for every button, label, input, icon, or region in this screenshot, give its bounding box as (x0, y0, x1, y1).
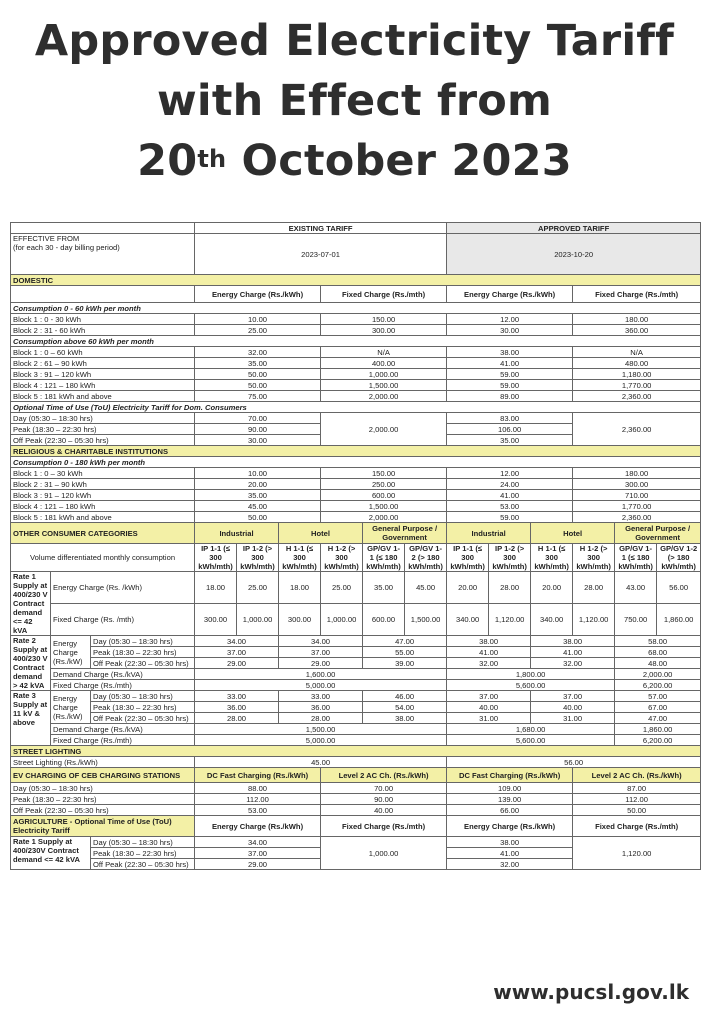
table-cell: 37.00 (447, 691, 531, 702)
table-row (11, 794, 701, 805)
table-cell: 83.00 (447, 413, 573, 424)
effective-from-text: EFFECTIVE FROM (13, 234, 80, 243)
table-cell: 90.00 (321, 794, 447, 805)
table-cell: 37.00 (279, 647, 363, 658)
street-label: Street Lighting (Rs./kWh) (11, 757, 195, 768)
sub-heading: Optional Time of Use (ToU) Electricity Tariff for Dom. Consumers (11, 402, 701, 413)
table-cell: 1,600.00 (195, 669, 447, 680)
col-header: IP 1-2 (> 300 kWh/mth) (489, 544, 531, 572)
table-cell: 28.00 (279, 713, 363, 724)
table-cell: 40.00 (531, 702, 615, 713)
table-cell: 5,600.00 (447, 735, 615, 746)
domestic-sub-low (11, 303, 701, 314)
table-cell: 340.00 (531, 604, 573, 636)
headline-line-3 (0, 132, 709, 190)
block-label: Block 5 : 181 kWh and above (11, 391, 195, 402)
col-header: GP/GV 1-2 (> 180 kWh/mth) (657, 544, 701, 572)
tou-label: Off Peak (22:30 – 05:30 hrs) (11, 435, 195, 446)
ev-existing-ac-header: Level 2 AC Ch. (Rs./kWh) (321, 768, 447, 783)
table-cell: 55.00 (363, 647, 447, 658)
table-cell: 48.00 (615, 658, 701, 669)
table-cell: 25.00 (195, 325, 321, 336)
table-cell: 300.00 (195, 604, 237, 636)
table-cell: 600.00 (321, 490, 447, 501)
tou-label: Day (05:30 – 18:30 hrs) (91, 837, 195, 848)
table-cell: 1,000.00 (321, 604, 363, 636)
table-cell: 75.00 (195, 391, 321, 402)
table-row (11, 805, 701, 816)
existing-tariff-heading: EXISTING TARIFF (195, 223, 447, 234)
tou-label: Day (05:30 – 18:30 hrs) (91, 636, 195, 647)
rate2-fixed-row (11, 680, 701, 691)
col-header: H 1-2 (> 300 kWh/mth) (573, 544, 615, 572)
table-cell: 5,600.00 (447, 680, 615, 691)
agri-fixed-existing: 1,000.00 (321, 837, 447, 870)
table-cell: 68.00 (615, 647, 701, 658)
table-cell: 50.00 (195, 380, 321, 391)
table-row (11, 658, 701, 669)
table-cell: 36.00 (279, 702, 363, 713)
rate3-label: Rate 3 Supply at 11 kV & above (11, 691, 51, 746)
table-cell: 46.00 (363, 691, 447, 702)
table-cell: 480.00 (573, 358, 701, 369)
street-section (11, 746, 701, 757)
table-row (11, 391, 701, 402)
existing-industrial-header: Industrial (195, 523, 279, 544)
table-cell: 1,860.00 (657, 604, 701, 636)
table-cell: 31.00 (447, 713, 531, 724)
tou-label: Peak (18:30 – 22:30 hrs) (11, 794, 195, 805)
table-cell: 35.00 (195, 358, 321, 369)
table-cell: 12.00 (447, 314, 573, 325)
table-cell: 250.00 (321, 479, 447, 490)
table-cell: 34.00 (195, 636, 279, 647)
tou-label: Peak (18:30 – 22:30 hrs) (91, 702, 195, 713)
ev-title: EV CHARGING OF CEB CHARGING STATIONS (11, 768, 195, 783)
rate1-label: Rate 1 Supply at 400/230 V Contract demand <= 42 kVA (11, 572, 51, 636)
effective-from-row (11, 234, 701, 275)
table-cell: 56.00 (447, 757, 701, 768)
agri-existing-energy-header: Energy Charge (Rs./kWh) (195, 816, 321, 837)
table-cell: 710.00 (573, 490, 701, 501)
table-cell: 50.00 (195, 512, 321, 523)
table-cell: 180.00 (573, 314, 701, 325)
table-cell: 1,800.00 (447, 669, 615, 680)
religious-title: RELIGIOUS & CHARITABLE INSTITUTIONS (11, 446, 701, 457)
tou-label: Off Peak (22:30 – 05:30 hrs) (11, 805, 195, 816)
block-label: Block 5 : 181 kWh and above (11, 512, 195, 523)
domestic-existing-fixed-header: Fixed Charge (Rs./mth) (321, 286, 447, 303)
col-header: GP/GV 1-2 (> 180 kWh/mth) (405, 544, 447, 572)
tou-label: Peak (18:30 – 22:30 hrs) (91, 647, 195, 658)
table-cell: 41.00 (531, 647, 615, 658)
table-cell: 112.00 (573, 794, 701, 805)
table-cell: 1,680.00 (447, 724, 615, 735)
col-header: H 1-1 (≤ 300 kWh/mth) (531, 544, 573, 572)
agri-approved-energy-header: Energy Charge (Rs./kWh) (447, 816, 573, 837)
effective-from-label (11, 234, 195, 275)
ev-section-header (11, 768, 701, 783)
table-cell: 89.00 (447, 391, 573, 402)
table-row (11, 636, 701, 647)
religious-sub (11, 457, 701, 468)
table-cell: 1,500.00 (405, 604, 447, 636)
website-link[interactable]: www.pucsl.gov.lk (493, 980, 689, 1004)
domestic-existing-energy-header: Energy Charge (Rs./kWh) (195, 286, 321, 303)
approved-hotel-header: Hotel (531, 523, 615, 544)
table-cell: 59.00 (447, 380, 573, 391)
sub-heading: Consumption 0 - 60 kWh per month (11, 303, 701, 314)
table-cell: 139.00 (447, 794, 573, 805)
table-cell: 35.00 (195, 490, 321, 501)
sub-heading: Consumption 0 - 180 kWh per month (11, 457, 701, 468)
headline-line-1: Approved Electricity Tariff (34, 16, 675, 66)
tou-label: Day (05:30 – 18:30 hrs) (11, 413, 195, 424)
domestic-sub-tou (11, 402, 701, 413)
headline-line-2: with Effect from (156, 76, 553, 126)
tariff-table (10, 222, 701, 870)
rate2-label: Rate 2 Supply at 400/230 V Contract demand > 42 kVA (11, 636, 51, 691)
tou-label: Day (05:30 – 18:30 hrs) (11, 783, 195, 794)
table-cell: 340.00 (447, 604, 489, 636)
table-cell: 45.00 (195, 757, 447, 768)
table-cell: 30.00 (447, 325, 573, 336)
table-cell: 53.00 (195, 805, 321, 816)
table-cell: 40.00 (447, 702, 531, 713)
col-header: GP/GV 1-1 (≤ 180 kWh/mth) (615, 544, 657, 572)
col-header: IP 1-2 (> 300 kWh/mth) (237, 544, 279, 572)
other-title: OTHER CONSUMER CATEGORIES (11, 523, 195, 544)
tariff-header-row (11, 223, 701, 234)
table-row (11, 325, 701, 336)
rate3-energy-label: Energy Charge (Rs./kW) (51, 691, 91, 724)
agri-title: AGRICULTURE - Optional Time of Use (ToU) Electricity Tariff (11, 816, 195, 837)
rate1-fixed-label: Fixed Charge (Rs. /mth) (51, 604, 195, 636)
table-cell: 35.00 (447, 435, 573, 446)
agri-rate-label: Rate 1 Supply at 400/230V Contract demand <= 42 kVA (11, 837, 91, 870)
table-cell: 750.00 (615, 604, 657, 636)
table-cell: 180.00 (573, 468, 701, 479)
ev-approved-ac-header: Level 2 AC Ch. (Rs./kWh) (573, 768, 701, 783)
table-cell: 1,180.00 (573, 369, 701, 380)
table-cell: 32.00 (447, 658, 531, 669)
col-header: IP 1-1 (≤ 300 kWh/mth) (447, 544, 489, 572)
table-cell: 43.00 (615, 572, 657, 604)
table-cell: 90.00 (195, 424, 321, 435)
table-row (11, 647, 701, 658)
table-cell: 106.00 (447, 424, 573, 435)
table-cell: 33.00 (195, 691, 279, 702)
table-row (11, 468, 701, 479)
tou-fixed-existing: 2,000.00 (321, 413, 447, 446)
tou-label: Peak (18:30 – 22:30 hrs) (11, 424, 195, 435)
domestic-section (11, 275, 701, 286)
table-cell: 47.00 (615, 713, 701, 724)
table-cell: 32.00 (531, 658, 615, 669)
table-cell: 58.00 (615, 636, 701, 647)
block-label: Block 1 : 0 - 30 kWh (11, 314, 195, 325)
agri-existing-fixed-header: Fixed Charge (Rs./mth) (321, 816, 447, 837)
table-cell: 18.00 (195, 572, 237, 604)
table-cell: 1,770.00 (573, 501, 701, 512)
table-row (11, 413, 701, 424)
table-cell: 25.00 (321, 572, 363, 604)
approved-industrial-header: Industrial (447, 523, 531, 544)
table-cell: 2,360.00 (573, 512, 701, 523)
table-cell: 70.00 (195, 413, 321, 424)
table-cell: 20.00 (531, 572, 573, 604)
table-cell: 29.00 (195, 859, 321, 870)
agri-approved-fixed-header: Fixed Charge (Rs./mth) (573, 816, 701, 837)
table-cell: 1,000.00 (237, 604, 279, 636)
table-cell: 1,500.00 (321, 501, 447, 512)
table-cell: 5,000.00 (195, 735, 447, 746)
table-cell: 70.00 (321, 783, 447, 794)
table-cell: 150.00 (321, 314, 447, 325)
demand-label: Demand Charge (Rs./kVA) (51, 669, 195, 680)
headline-month-year: October 2023 (241, 136, 572, 186)
table-cell: 59.00 (447, 369, 573, 380)
table-cell: 57.00 (615, 691, 701, 702)
table-cell: 10.00 (195, 468, 321, 479)
existing-hotel-header: Hotel (279, 523, 363, 544)
table-cell: 6,200.00 (615, 735, 701, 746)
table-cell: 47.00 (363, 636, 447, 647)
table-cell: 1,500.00 (195, 724, 447, 735)
table-row (11, 783, 701, 794)
table-cell: 6,200.00 (615, 680, 701, 691)
table-cell: 37.00 (195, 848, 321, 859)
table-cell: 29.00 (195, 658, 279, 669)
table-cell: 38.00 (363, 713, 447, 724)
table-cell: 31.00 (531, 713, 615, 724)
agri-section-header (11, 816, 701, 837)
block-label: Block 3 : 91 – 120 kWh (11, 369, 195, 380)
table-cell: 41.00 (447, 358, 573, 369)
domestic-col-headers (11, 286, 701, 303)
table-cell: 20.00 (195, 479, 321, 490)
table-cell: 41.00 (447, 490, 573, 501)
block-label: Block 1 : 0 – 30 kWh (11, 468, 195, 479)
domestic-sub-high (11, 336, 701, 347)
table-cell: 29.00 (279, 658, 363, 669)
block-label: Block 1 : 0 – 60 kWh (11, 347, 195, 358)
block-label: Block 3 : 91 – 120 kWh (11, 490, 195, 501)
table-cell: 1,500.00 (321, 380, 447, 391)
table-cell: 30.00 (195, 435, 321, 446)
table-cell: N/A (573, 347, 701, 358)
table-cell: N/A (321, 347, 447, 358)
table-cell: 32.00 (447, 859, 573, 870)
rate1-energy-row (11, 572, 701, 604)
table-cell: 28.00 (195, 713, 279, 724)
table-cell: 53.00 (447, 501, 573, 512)
table-cell: 59.00 (447, 512, 573, 523)
table-row (11, 479, 701, 490)
block-label: Block 2 : 61 – 90 kWh (11, 358, 195, 369)
col-header: H 1-1 (≤ 300 kWh/mth) (279, 544, 321, 572)
table-cell: 300.00 (321, 325, 447, 336)
table-cell: 37.00 (531, 691, 615, 702)
rate2-energy-label: Energy Charge (Rs./kW) (51, 636, 91, 669)
table-cell: 25.00 (237, 572, 279, 604)
table-cell: 39.00 (363, 658, 447, 669)
block-label: Block 2 : 31 - 60 kWh (11, 325, 195, 336)
tou-label: Day (05:30 – 18:30 hrs) (91, 691, 195, 702)
table-cell: 360.00 (573, 325, 701, 336)
table-cell: 150.00 (321, 468, 447, 479)
table-cell: 87.00 (573, 783, 701, 794)
table-cell: 1,770.00 (573, 380, 701, 391)
table-cell: 45.00 (195, 501, 321, 512)
table-cell: 600.00 (363, 604, 405, 636)
domestic-title: DOMESTIC (11, 275, 701, 286)
street-row (11, 757, 701, 768)
street-title: STREET LIGHTING (11, 746, 701, 757)
ev-existing-dc-header: DC Fast Charging (Rs./kWh) (195, 768, 321, 783)
ev-approved-dc-header: DC Fast Charging (Rs./kWh) (447, 768, 573, 783)
table-cell: 1,860.00 (615, 724, 701, 735)
table-cell: 41.00 (447, 647, 531, 658)
fixed-label: Fixed Charge (Rs./mth) (51, 735, 195, 746)
table-cell: 38.00 (531, 636, 615, 647)
table-cell: 1,120.00 (573, 604, 615, 636)
table-cell: 20.00 (447, 572, 489, 604)
table-cell: 400.00 (321, 358, 447, 369)
table-row (11, 691, 701, 702)
table-cell: 50.00 (195, 369, 321, 380)
table-cell: 37.00 (195, 647, 279, 658)
table-row (11, 490, 701, 501)
tou-label: Off Peak (22:30 – 05:30 hrs) (91, 713, 195, 724)
table-cell: 18.00 (279, 572, 321, 604)
table-cell: 38.00 (447, 837, 573, 848)
col-header: GP/GV 1-1 (≤ 180 kWh/mth) (363, 544, 405, 572)
table-row (11, 380, 701, 391)
table-row (11, 347, 701, 358)
tou-fixed-approved: 2,360.00 (573, 413, 701, 446)
table-cell: 35.00 (363, 572, 405, 604)
headline-day-suffix: th (197, 145, 227, 173)
block-label: Block 2 : 31 – 90 kWh (11, 479, 195, 490)
approved-tariff-heading: APPROVED TARIFF (447, 223, 701, 234)
table-cell: 38.00 (447, 636, 531, 647)
table-cell: 10.00 (195, 314, 321, 325)
table-cell: 28.00 (489, 572, 531, 604)
volume-label: Volume differentiated monthly consumption (11, 544, 195, 572)
col-header: H 1-2 (> 300 kWh/mth) (321, 544, 363, 572)
table-cell: 109.00 (447, 783, 573, 794)
rate1-energy-label: Energy Charge (Rs. /kWh) (51, 572, 195, 604)
table-row (11, 713, 701, 724)
existing-date: 2023-07-01 (195, 234, 447, 275)
table-cell: 41.00 (447, 848, 573, 859)
table-row (11, 512, 701, 523)
domestic-approved-energy-header: Energy Charge (Rs./kWh) (447, 286, 573, 303)
table-cell: 32.00 (195, 347, 321, 358)
table-cell: 56.00 (657, 572, 701, 604)
table-cell: 36.00 (195, 702, 279, 713)
table-row (11, 314, 701, 325)
other-section-header (11, 523, 701, 544)
table-cell: 2,000.00 (321, 512, 447, 523)
fixed-label: Fixed Charge (Rs./mth) (51, 680, 195, 691)
headline-day: 20 (137, 136, 198, 186)
tou-label: Peak (18:30 – 22:30 hrs) (91, 848, 195, 859)
table-cell: 67.00 (615, 702, 701, 713)
other-col-headers (11, 544, 701, 572)
existing-gp-header: General Purpose / Government (363, 523, 447, 544)
table-cell: 2,360.00 (573, 391, 701, 402)
table-cell: 2,000.00 (321, 391, 447, 402)
table-row (11, 702, 701, 713)
block-label: Block 4 : 121 – 180 kWh (11, 501, 195, 512)
tou-label: Off Peak (22:30 – 05:30 hrs) (91, 859, 195, 870)
table-cell: 28.00 (573, 572, 615, 604)
table-cell: 12.00 (447, 468, 573, 479)
domestic-approved-fixed-header: Fixed Charge (Rs./mth) (573, 286, 701, 303)
table-cell: 5,000.00 (195, 680, 447, 691)
table-cell: 24.00 (447, 479, 573, 490)
table-cell: 1,120.00 (489, 604, 531, 636)
block-label: Block 4 : 121 – 180 kWh (11, 380, 195, 391)
billing-period-note: (for each 30 - day billing period) (13, 243, 120, 252)
table-cell: 54.00 (363, 702, 447, 713)
table-cell: 300.00 (279, 604, 321, 636)
table-row (11, 837, 701, 848)
rate2-demand-row (11, 669, 701, 680)
table-row (11, 369, 701, 380)
table-cell: 34.00 (195, 837, 321, 848)
table-cell: 112.00 (195, 794, 321, 805)
table-cell: 66.00 (447, 805, 573, 816)
table-cell: 300.00 (573, 479, 701, 490)
table-cell: 88.00 (195, 783, 321, 794)
table-cell: 34.00 (279, 636, 363, 647)
table-cell: 50.00 (573, 805, 701, 816)
approved-gp-header: General Purpose / Government (615, 523, 701, 544)
table-row (11, 358, 701, 369)
table-cell: 2,000.00 (615, 669, 701, 680)
sub-heading: Consumption above 60 kWh per month (11, 336, 701, 347)
table-cell: 40.00 (321, 805, 447, 816)
table-cell: 45.00 (405, 572, 447, 604)
religious-section (11, 446, 701, 457)
col-header: IP 1-1 (≤ 300 kWh/mth) (195, 544, 237, 572)
table-cell: 1,000.00 (321, 369, 447, 380)
table-cell: 33.00 (279, 691, 363, 702)
table-row (11, 501, 701, 512)
table-cell: 38.00 (447, 347, 573, 358)
rate3-fixed-row (11, 735, 701, 746)
demand-label: Demand Charge (Rs./kVA) (51, 724, 195, 735)
approved-date: 2023-10-20 (447, 234, 701, 275)
rate3-demand-row (11, 724, 701, 735)
agri-fixed-approved: 1,120.00 (573, 837, 701, 870)
tou-label: Off Peak (22:30 – 05:30 hrs) (91, 658, 195, 669)
rate1-fixed-row (11, 604, 701, 636)
